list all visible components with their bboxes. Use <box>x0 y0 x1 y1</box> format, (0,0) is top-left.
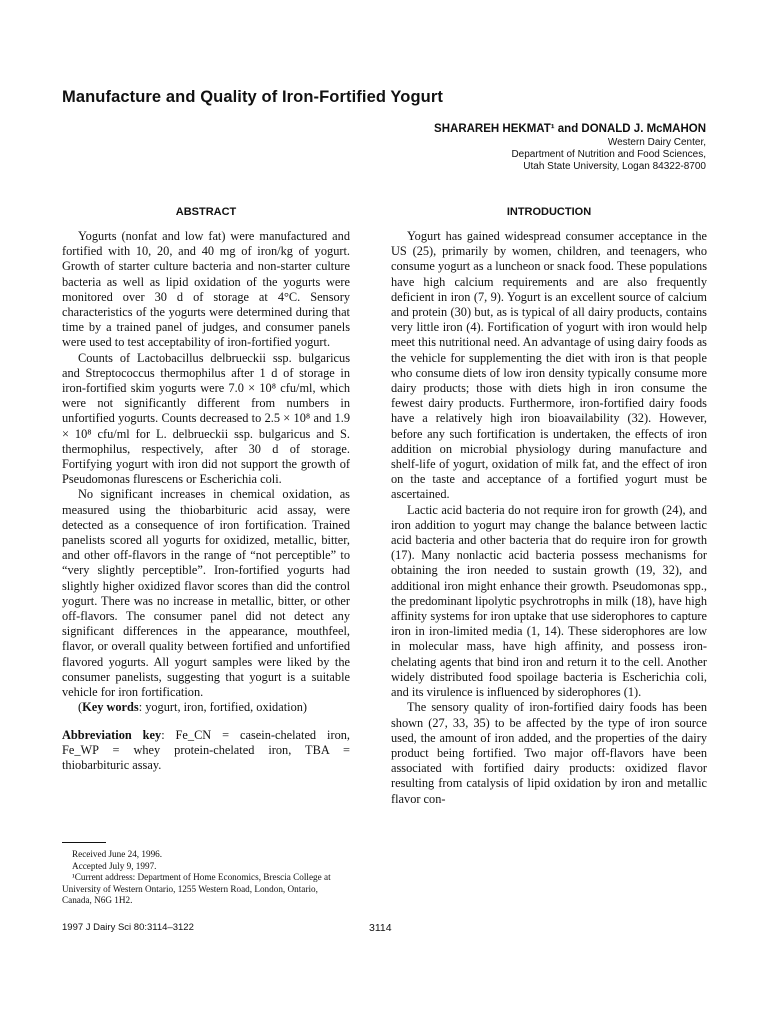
introduction-heading: INTRODUCTION <box>506 206 592 218</box>
introduction-paragraph: The sensory quality of iron-fortified dairy foods has been shown (27, 33, 35) to be affected by the type of iron source used, the amount of iron added, and the properties of the dairy product being fortified. Two major off-flavors have been associated with fortified dairy products: oxidized flavor resulting from catalysis of lipid oxidation by iron and metallic flavor con- <box>391 700 707 806</box>
author-line: SHARAREH HEKMAT¹ and DONALD J. McMAHON <box>434 123 706 135</box>
accepted-date: Accepted July 9, 1997. <box>72 860 157 871</box>
affiliation-line: Western Dairy Center, <box>607 137 706 148</box>
received-date: Received June 24, 1996. <box>72 849 163 859</box>
keywords-line: (Key words: yogurt, iron, fortified, oxidation) <box>78 700 308 715</box>
introduction-paragraph: Yogurt has gained widespread consumer acceptance in the US (25), primarily by women, children, and teenagers, who consume yogurt as a luncheon or snack food. These populations have high calcium requirements and are also frequently deficient in iron (7, 9). Yogurt is an excellent source of calcium and protein (30) but, as is typical of all dairy products, contains very little iron (4). Fortification of yogurt with iron would help meet this nutritional need. An advantage of using dairy foods as the vehicle for supplementing the diet with iron is that people who consume diets of low iron density typically consume more dairy products; those with diets high in iron consume the fewest dairy products. Furthermore, iron-fortified dairy foods have a relatively high iron bioavailability (32). However, before any such fortification is undertaken, the effects of iron addition on microbial physiology during manufacture and shelf-life of yogurt, oxidation of milk fat, and the effect of iron on the taste and acceptance of a fortified yogurt must be ascertained. <box>391 229 707 502</box>
affiliation-block <box>376 137 706 173</box>
abstract-column <box>62 205 350 773</box>
paper-title: Manufacture and Quality of Iron-Fortified Yogurt <box>62 88 443 106</box>
current-address: ¹Current address: Department of Home Economics, Brescia College at University of Western Ontario, 1255 Western Road, London, Ontario, Canada, N6G 1H2. <box>62 872 331 906</box>
footnote-rule <box>62 842 106 843</box>
footnotes <box>62 849 350 907</box>
affiliation-line: Utah State University, Logan 84322-8700 <box>523 161 706 172</box>
abstract-paragraph: No significant increases in chemical oxidation, as measured using the thiobarbituric acid assay, were detected as a consequence of iron fortification. Trained panelists scored all yogurts for oxidized, metallic, bitter, and other off-flavors in the range of “not perceptible” to “very slightly perceptible”. Iron-fortified yogurts had slightly higher oxidized flavor scores than did the control yogurt. There was no increase in metallic, bitter, or other off-flavors. The consumer panel did not detect any significant differences in the appearance, mouthfeel, flavor, or overall quality between fortified and unfortified flavored yogurts. All yogurt samples were liked by the consumer panelists, suggesting that yogurt is a suitable vehicle for iron fortification. <box>62 487 350 700</box>
abstract-paragraph: Counts of Lactobacillus delbrueckii ssp. bulgaricus and Streptococcus thermophilus after 1 d of storage in iron-fortified skim yogurts were 7.0 × 10⁸ cfu/ml, which were not significantly different from numbers in unfortified yogurts. Counts decreased to 2.5 × 10⁸ and 1.9 × 10⁸ cfu/ml for L. delbrueckii ssp. bulgaricus and S. thermophilus, respectively, after 30 d of storage. Fortifying yogurt with iron did not support the growth of Pseudomonas flurescens or Escherichia coli. <box>62 350 350 487</box>
affiliation-line: Department of Nutrition and Food Sciences, <box>511 149 706 160</box>
abstract-heading: ABSTRACT <box>175 206 237 218</box>
abbreviation-label: Abbreviation key <box>62 727 162 742</box>
page-number: 3114 <box>369 922 392 934</box>
introduction-column <box>391 205 707 807</box>
journal-citation: 1997 J Dairy Sci 80:3114–3122 <box>62 922 194 933</box>
abbreviation-text: Fe_CN = casein-chelated iron, Fe_WP = whey protein-chelated iron, TBA = thiobarbituric assay. <box>62 727 350 772</box>
introduction-paragraph: Lactic acid bacteria do not require iron for growth (24), and iron addition to yogurt may change the balance between lactic acid bacteria and other bacteria that do require iron for growth (17). Many nonlactic acid bacteria possess mechanisms for obtaining the iron needed to sustain growth (19, 32), and additional iron might enhance their growth. Pseudomonas spp., the predominant lipolytic psychrotrophs in milk (18), have high affinity systems for iron uptake that use siderophores to capture iron in iron-limited media (1, 14). These siderophores are low in molecular mass, have high affinity, and possess iron-chelating agents that bind iron and return it to the cell. Another widely distributed food spoilage bacteria is Escherichia coli, and its virulence is influenced by siderophores (1). <box>391 502 707 700</box>
abbreviation-key: Abbreviation key: Fe_CN = casein-chelated iron, Fe_WP = whey protein-chelated iron, TBA = thiobarbituric assay. <box>62 727 350 772</box>
keywords-label: Key words <box>82 700 139 715</box>
abstract-paragraph: Yogurts (nonfat and low fat) were manufactured and fortified with 10, 20, and 40 mg of iron/kg of yogurt. Growth of starter culture bacteria and non-starter culture bacteria as well as lipid oxidation of the yogurts were monitored over 30 d of storage at 4°C. Sensory characteristics of the yogurts were determined during that time by a trained panel of judges, and consumer panels were used to test acceptability of iron-fortified yogurt. <box>62 229 350 350</box>
keywords-text: : yogurt, iron, fortified, oxidation) <box>138 700 308 715</box>
